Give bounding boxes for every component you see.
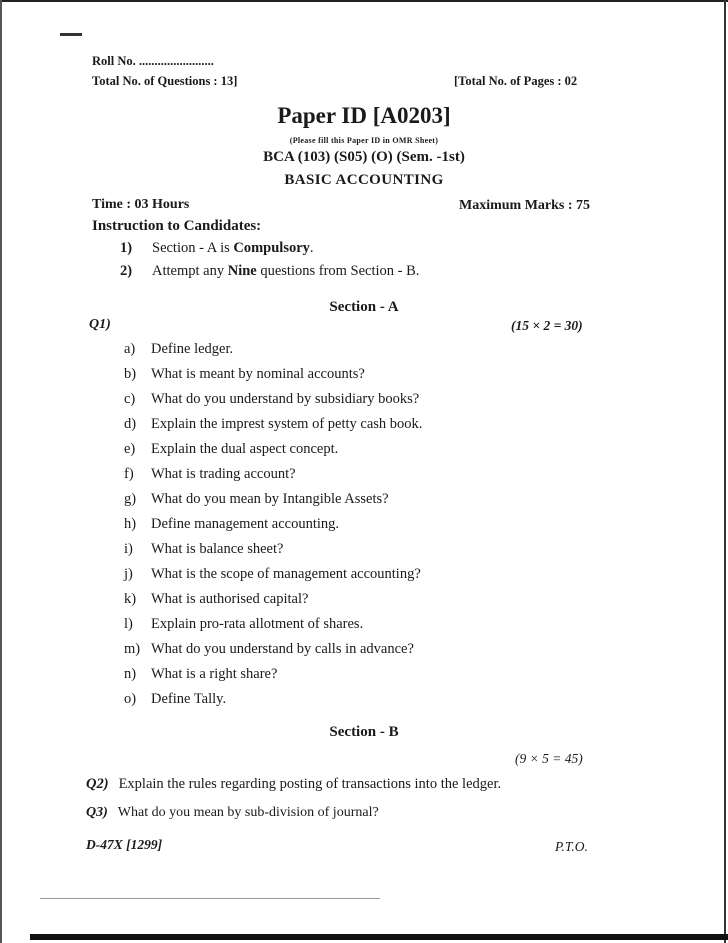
instruction-item bbox=[120, 263, 419, 280]
item-text: What do you understand by calls in advance? bbox=[151, 641, 414, 657]
question-item bbox=[124, 441, 338, 458]
maximum-marks: Maximum Marks : 75 bbox=[459, 198, 591, 213]
item-text: What is the scope of management accounting? bbox=[151, 566, 421, 582]
question-item bbox=[124, 391, 419, 408]
scan-mark bbox=[60, 33, 82, 36]
item-text: What is a right share? bbox=[151, 666, 278, 682]
question-item bbox=[124, 566, 421, 583]
item-letter: h) bbox=[124, 516, 137, 532]
item-letter: e) bbox=[124, 441, 136, 457]
item-text: What is authorised capital? bbox=[151, 591, 309, 607]
instruction-text-end: questions from Section - B. bbox=[256, 263, 420, 279]
question-2 bbox=[86, 776, 501, 793]
omr-note: (Please fill this Paper ID in OMR Sheet) bbox=[289, 136, 439, 145]
exam-time: Time : 03 Hours bbox=[92, 197, 190, 212]
question-item bbox=[124, 691, 226, 708]
instruction-emphasis: Compulsory bbox=[233, 240, 310, 256]
item-letter: m) bbox=[124, 641, 141, 657]
total-pages: [Total No. of Pages : 02 bbox=[454, 74, 578, 88]
question-item bbox=[124, 641, 414, 658]
instruction-item bbox=[120, 240, 314, 257]
question-item bbox=[124, 491, 389, 508]
instruction-text-end: . bbox=[309, 240, 314, 256]
item-text: Explain the imprest system of petty cash book. bbox=[151, 416, 423, 432]
item-text: Define management accounting. bbox=[151, 516, 340, 532]
item-letter: b) bbox=[124, 366, 137, 382]
item-letter: l) bbox=[124, 616, 133, 632]
item-letter: k) bbox=[124, 591, 137, 607]
section-a-heading: Section - A bbox=[329, 299, 399, 315]
question-item bbox=[124, 366, 365, 383]
item-letter: c) bbox=[124, 391, 136, 407]
paper-code: D-47X [1299] bbox=[86, 837, 163, 852]
instruction-text: Attempt any bbox=[152, 263, 228, 279]
item-text: Explain the dual aspect concept. bbox=[151, 441, 339, 457]
item-text: What is balance sheet? bbox=[151, 541, 284, 557]
please-turn-over: P.T.O. bbox=[555, 839, 588, 854]
item-letter: f) bbox=[124, 466, 134, 482]
item-letter: i) bbox=[124, 541, 133, 557]
question-item bbox=[124, 416, 422, 433]
question-2-label: Q2) bbox=[86, 776, 109, 792]
item-text: What do you understand by subsidiary books? bbox=[151, 391, 420, 407]
item-letter: o) bbox=[124, 691, 137, 707]
scan-edge-bottom bbox=[30, 934, 728, 940]
section-b-heading: Section - B bbox=[329, 724, 399, 740]
instruction-emphasis: Nine bbox=[227, 263, 257, 279]
instruction-number: 1) bbox=[120, 240, 133, 256]
question-3-label: Q3) bbox=[86, 805, 108, 820]
section-a-marks: (15 × 2 = 30) bbox=[511, 318, 583, 333]
question-item bbox=[124, 516, 339, 533]
instructions-heading: Instruction to Candidates: bbox=[92, 218, 262, 234]
item-letter: d) bbox=[124, 416, 137, 432]
item-letter: g) bbox=[124, 491, 137, 507]
scan-edge-top bbox=[0, 0, 728, 2]
question-item bbox=[124, 541, 283, 558]
instruction-number: 2) bbox=[120, 263, 133, 279]
bottom-rule bbox=[40, 898, 380, 899]
item-text: What is meant by nominal accounts? bbox=[151, 366, 365, 382]
question-3-text: What do you mean by sub-division of journal? bbox=[117, 805, 379, 820]
question-item bbox=[124, 341, 233, 358]
paper-id: Paper ID [A0203] bbox=[277, 103, 451, 128]
question-item bbox=[124, 616, 363, 633]
roll-number: Roll No. ........................ bbox=[92, 54, 214, 68]
question-1-label: Q1) bbox=[89, 317, 111, 332]
question-2-text: Explain the rules regarding posting of transactions into the ledger. bbox=[118, 776, 502, 792]
question-3 bbox=[86, 805, 379, 821]
question-item bbox=[124, 466, 296, 483]
item-text: What is trading account? bbox=[151, 466, 296, 482]
subject-title: BASIC ACCOUNTING bbox=[284, 172, 444, 188]
item-text: What do you mean by Intangible Assets? bbox=[151, 491, 389, 507]
course-code: BCA (103) (S05) (O) (Sem. -1st) bbox=[263, 149, 465, 165]
item-letter: j) bbox=[124, 566, 133, 582]
total-questions: Total No. of Questions : 13] bbox=[92, 74, 238, 88]
question-item bbox=[124, 666, 277, 683]
item-letter: n) bbox=[124, 666, 137, 682]
section-b-marks: (9 × 5 = 45) bbox=[515, 751, 583, 766]
instruction-text: Section - A is bbox=[152, 240, 234, 256]
item-text: Explain pro-rata allotment of shares. bbox=[151, 616, 364, 632]
item-text: Define Tally. bbox=[151, 691, 227, 707]
question-item bbox=[124, 591, 308, 608]
item-text: Define ledger. bbox=[151, 341, 234, 357]
item-letter: a) bbox=[124, 341, 136, 357]
